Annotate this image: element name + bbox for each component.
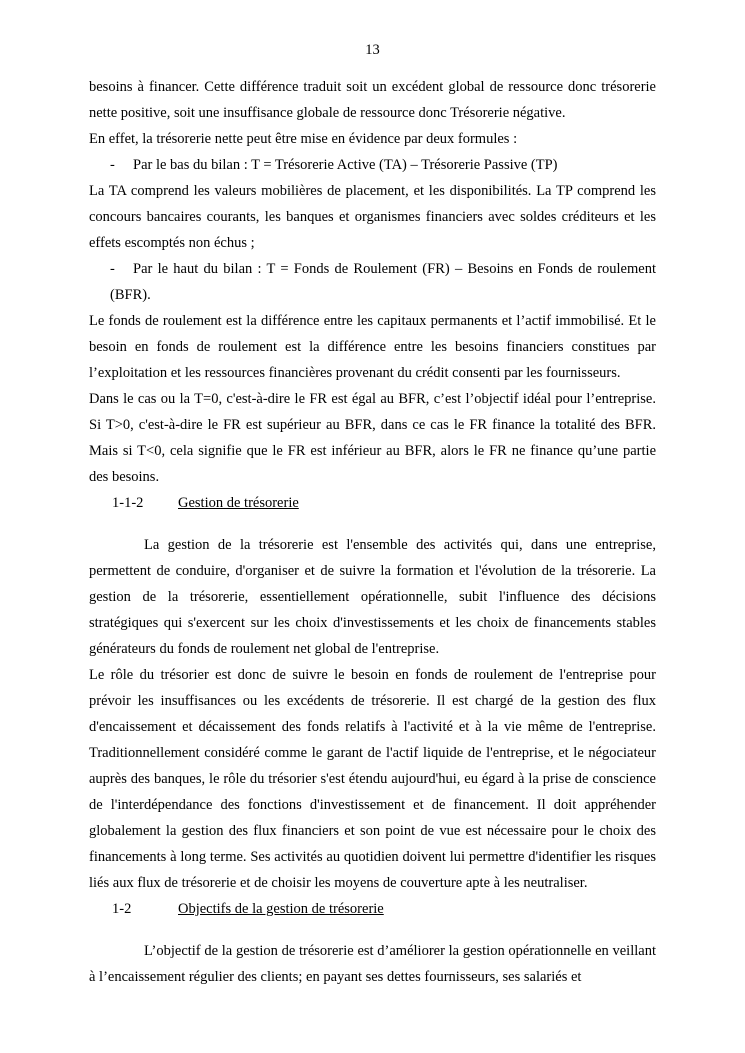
section-title: Objectifs de la gestion de trésorerie [178,901,384,917]
page-number: 13 [365,42,380,58]
paragraph: Dans le cas ou la T=0, c'est-à-dire le FR est égal au BFR, c’est l’objectif idéal pour l’entreprise. Si T>0, c'est-à-dire le FR est supérieur au BFR, dans ce cas le FR finance la totalité des BFR. Mais si T<0, cela signifie que le FR est inférieur au BFR, alors le FR ne finance qu’une partie des besoins. [89,391,656,485]
bullet-item [89,256,656,308]
bullet-dash: - [110,261,115,277]
bullet-text: Par le haut du bilan : T = Fonds de Roulement (FR) – Besoins en Fonds de roulement (BFR). [110,261,656,303]
bullet-text: Par le bas du bilan : T = Trésorerie Active (TA) – Trésorerie Passive (TP) [133,157,558,173]
paragraph: Le rôle du trésorier est donc de suivre le besoin en fonds de roulement de l'entreprise pour prévoir les insuffisances ou les excédents de trésorerie. Il est chargé de la gestion des flux d'encaissement et décaissement des fonds relatifs à l'activité et à la vie même de l'entreprise. Traditionnellement considéré comme le garant de l'actif liquide de l'entreprise, et le négociateur auprès des banques, le rôle du trésorier s'est étendu aujourd'hui, eu égard à la prise de conscience de l'interdépendance des fonctions d'investissement et de financement. Il doit appréhender globalement la gestion des flux financiers et son point de vue est nécessaire pour le choix des financements à long terme. Ses activités au quotidien doivent lui permettre d'identifier les risques liés aux flux de trésorerie et de choisir les moyens de couverture apte à les neutraliser. [89,667,656,891]
paragraph: Le fonds de roulement est la différence entre les capitaux permanents et l’actif immobilisé. Et le besoin en fonds de roulement est la différence entre les besoins financiers constitues par l’exploitation et les ressources financières provenant du crédit consenti par les fournisseurs. [89,313,656,381]
section-heading [89,490,656,516]
bullet-item [89,152,656,178]
section-heading [89,896,656,922]
section-title: Gestion de trésorerie [178,495,299,511]
paragraph: La TA comprend les valeurs mobilières de placement, et les disponibilités. La TP comprend les concours bancaires courants, les banques et organismes financiers avec soldes créditeurs et les effets escomptés non échus ; [89,183,656,251]
paragraph: besoins à financer. Cette différence traduit soit un excédent global de ressource donc trésorerie nette positive, soit une insuffisance globale de ressource donc Trésorerie négative. [89,79,656,121]
paragraph: En effet, la trésorerie nette peut être mise en évidence par deux formules : [89,131,518,147]
section-number: 1-1-2 [112,495,144,511]
section-number: 1-2 [112,901,132,917]
paragraph: L’objectif de la gestion de trésorerie est d’améliorer la gestion opérationnelle en veillant à l’encaissement régulier des clients; en payant ses dettes fournisseurs, ses salariés et [89,943,656,985]
bullet-dash: - [110,157,115,173]
body-text [89,74,656,990]
paragraph: La gestion de la trésorerie est l'ensemble des activités qui, dans une entreprise, permettent de conduire, d'organiser et de suivre la formation et l'évolution de la trésorerie. La gestion de la trésorerie, essentiellement opérationnelle, subit l'influence des décisions stratégiques qui s'exercent sur les choix d'investissements et les choix de financements stables générateurs du fonds de roulement net global de l'entreprise. [89,537,656,657]
